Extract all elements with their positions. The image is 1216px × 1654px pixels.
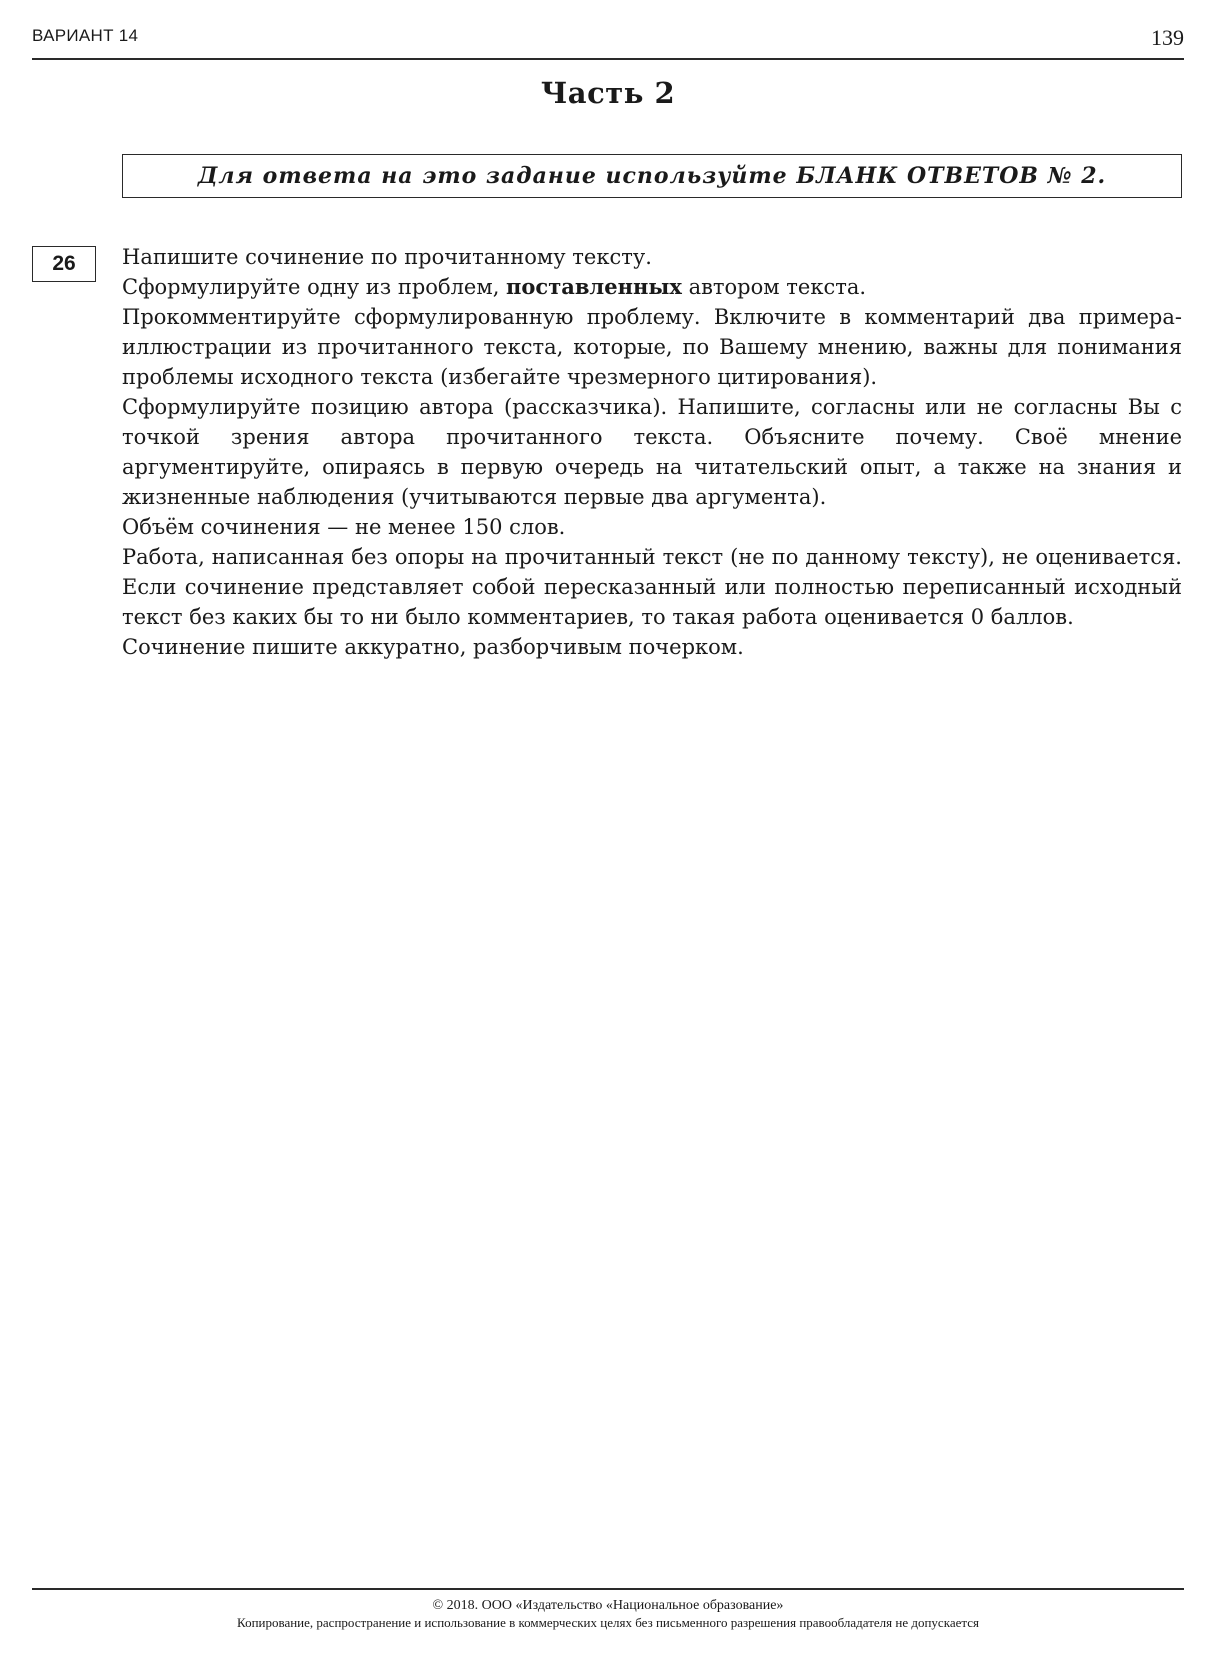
copying-notice: Копирование, распространение и использование в коммерческих целях без письменного разрешения правообладателя не допускается bbox=[237, 1615, 979, 1630]
page-footer bbox=[32, 1588, 1184, 1631]
part-title: Часть 2 bbox=[540, 76, 676, 110]
text-run: Сформулируйте одну из проблем, bbox=[122, 275, 507, 299]
task-paragraph-formulate-problem bbox=[122, 272, 1182, 302]
task-paragraph-handwriting: Сочинение пишите аккуратно, разборчивым почерком. bbox=[122, 635, 744, 659]
text-run: автором текста. bbox=[681, 275, 867, 299]
task-number-badge: 26 bbox=[32, 246, 96, 282]
page-number: 139 bbox=[1151, 25, 1184, 50]
task-paragraph-write: Напишите сочинение по прочитанному тексту. bbox=[122, 245, 652, 269]
task-paragraph-grading: Работа, написанная без опоры на прочитанный текст (не по данному тексту), не оценивается. Если сочинение представляет собой пересказанный или полностью переписанный исходный текст без каких бы то ни было комментариев, то такая работа оценивается 0 баллов. bbox=[122, 545, 1182, 629]
variant-label: ВАРИАНТ 14 bbox=[32, 26, 139, 45]
copyright-line: © 2018. ООО «Издательство «Национальное образование» bbox=[432, 1598, 784, 1613]
answer-sheet-instruction: Для ответа на это задание используйте БЛАНК ОТВЕТОВ № 2. bbox=[122, 154, 1182, 198]
page-header bbox=[32, 22, 1184, 60]
bold-text-run: поставленных bbox=[506, 274, 682, 299]
task-paragraph-comment: Прокомментируйте сформулированную проблему. Включите в комментарий два примера-иллюстрации из прочитанного текста, которые, по Вашему мнению, важны для понимания проблемы исходного текста (избегайте чрезмерного цитирования). bbox=[122, 305, 1182, 389]
task-paragraph-volume: Объём сочинения — не менее 150 слов. bbox=[122, 515, 566, 539]
task-text bbox=[122, 242, 1182, 662]
task-paragraph-author-position: Сформулируйте позицию автора (рассказчика). Напишите, согласны или не согласны Вы с точкой зрения автора прочитанного текста. Объясните почему. Своё мнение аргументируйте, опираясь в первую очередь на читательский опыт, а также на знания и жизненные наблюдения (учитываются первые два аргумента). bbox=[122, 395, 1182, 509]
